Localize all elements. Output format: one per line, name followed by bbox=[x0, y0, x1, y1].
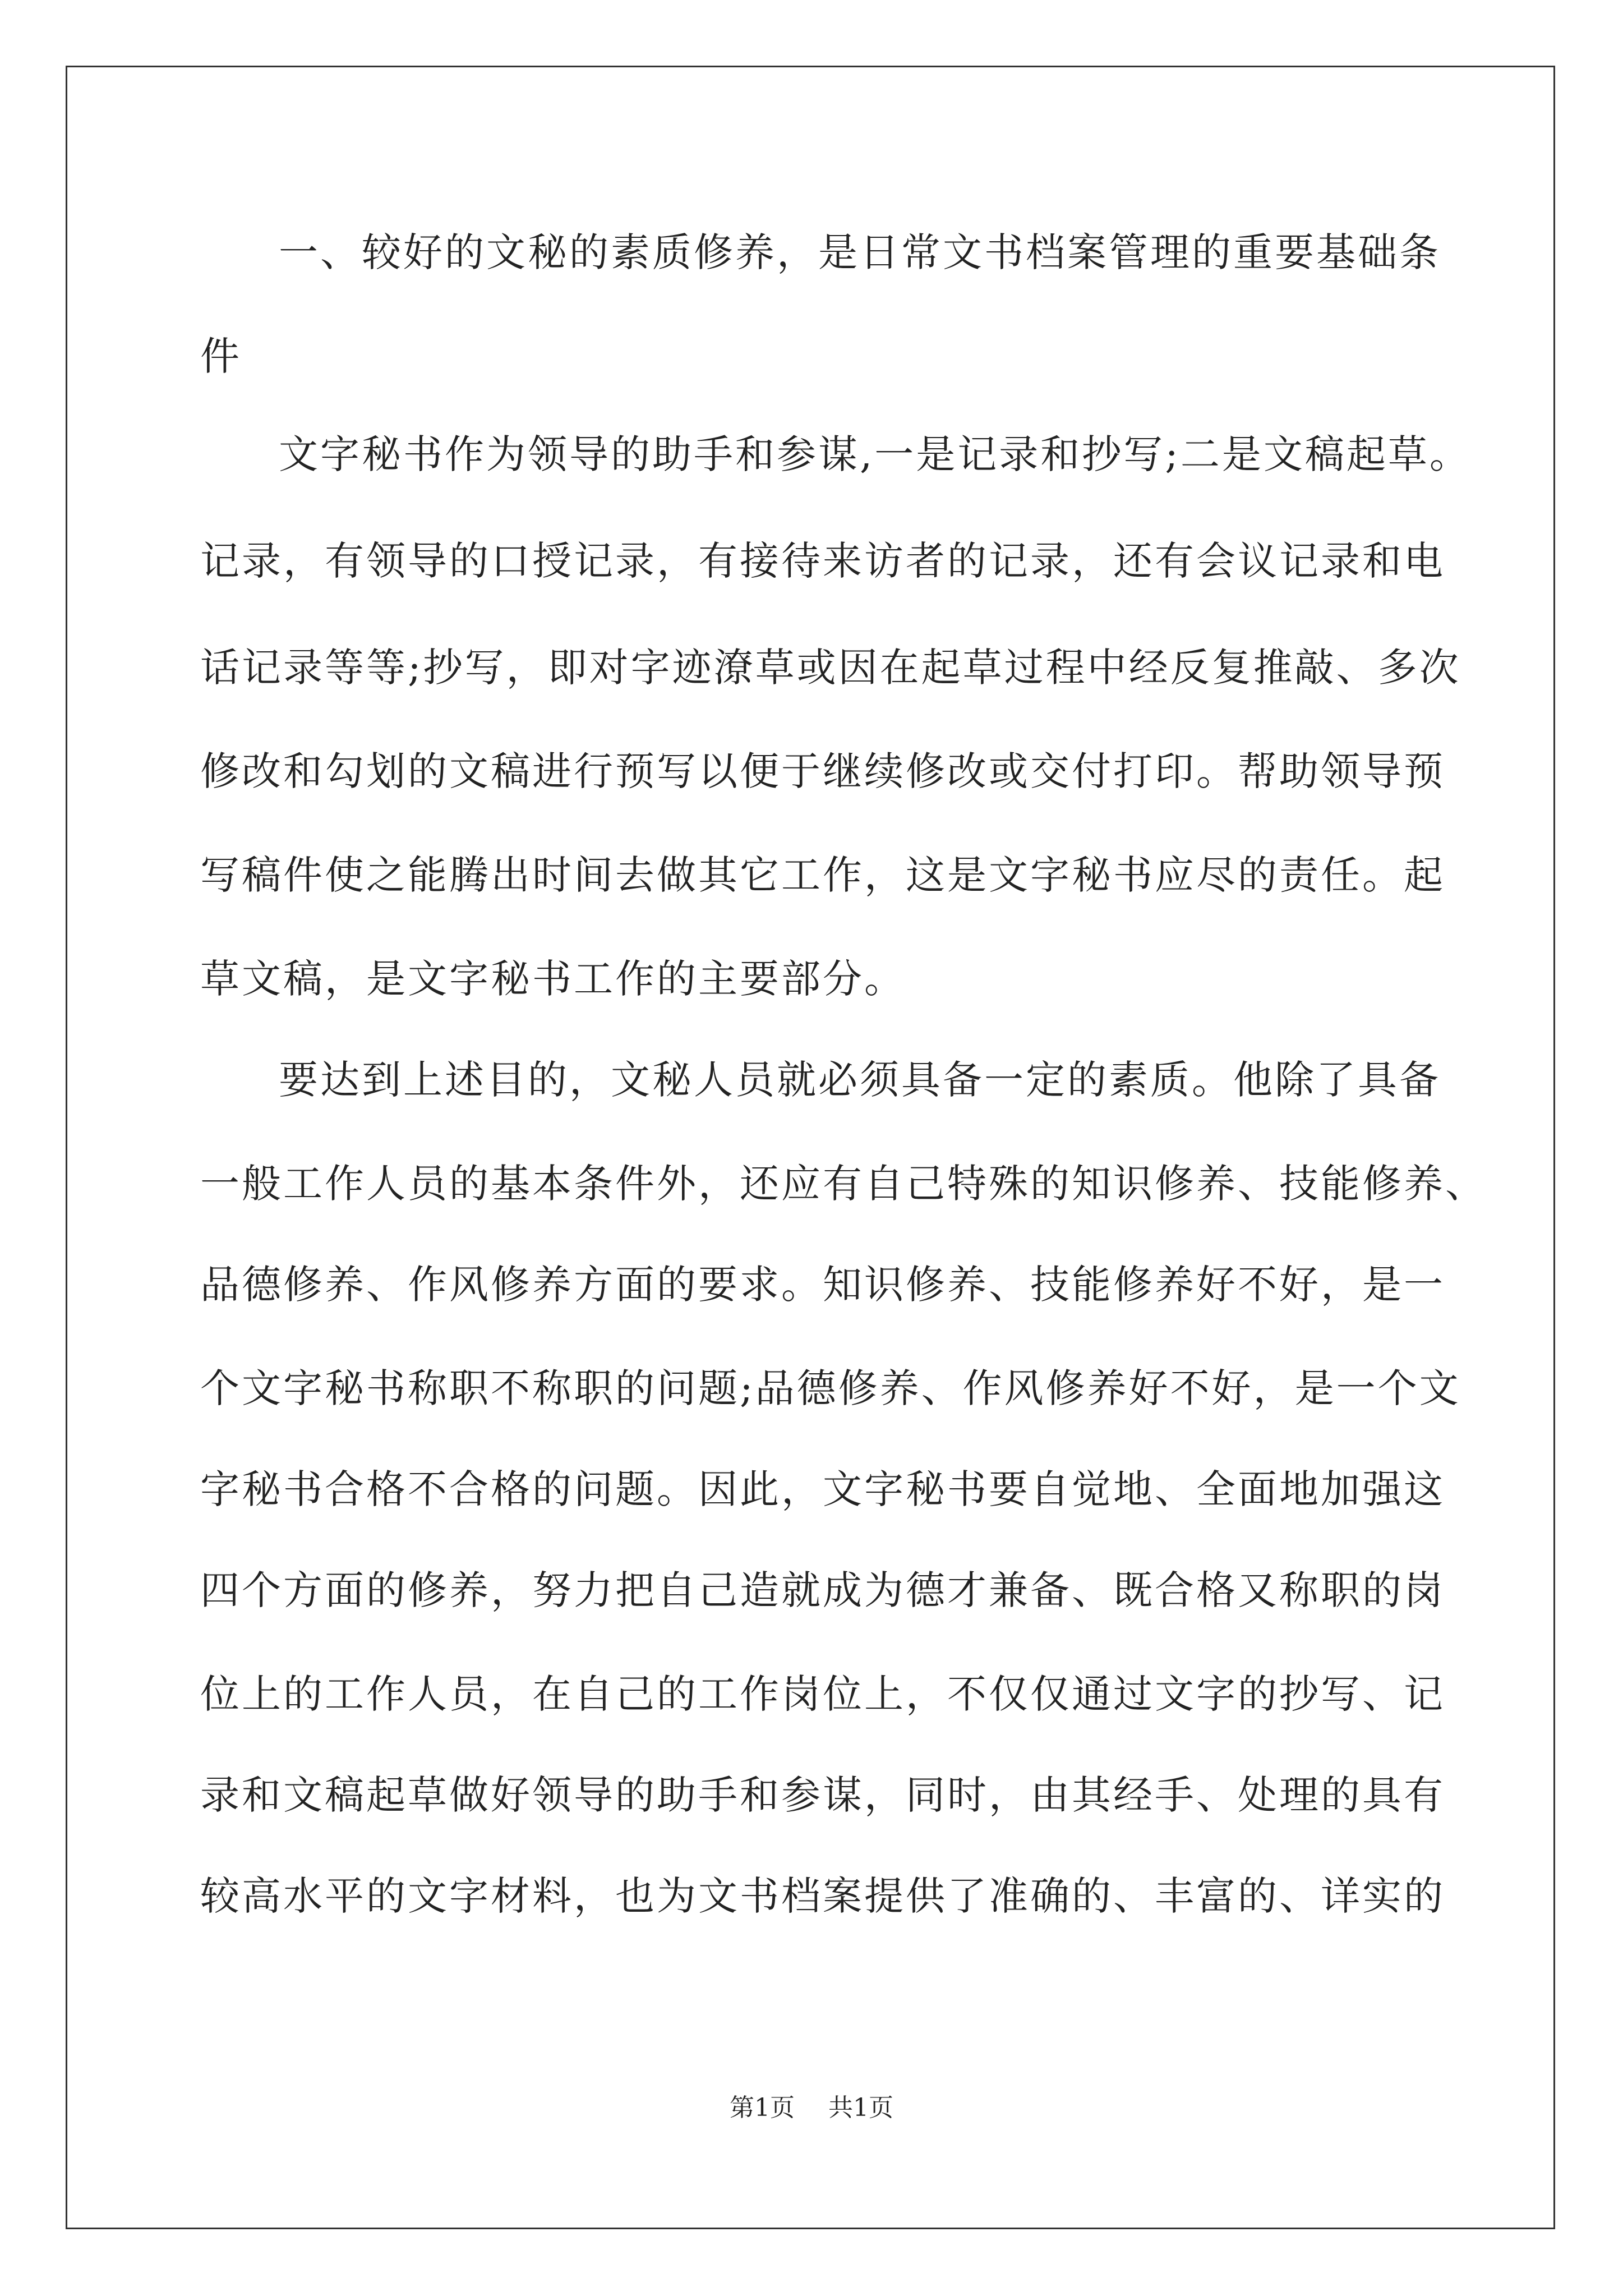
page-total: 共1页 bbox=[828, 2093, 893, 2122]
paragraph-line: 要达到上述目的，文秘人员就必须具备一定的素质。他除了具备 bbox=[279, 1057, 1441, 1103]
heading-line-1: 一、较好的文秘的素质修养，是日常文书档案管理的重要基础条 bbox=[279, 229, 1441, 275]
page-footer bbox=[0, 2091, 1623, 2125]
paragraph-line: 一般工作人员的基本条件外，还应有自己特殊的知识修养、技能修养、 bbox=[200, 1161, 1487, 1207]
paragraph-line: 品德修养、作风修养方面的要求。知识修养、技能修养好不好，是一 bbox=[200, 1262, 1445, 1308]
paragraph-line: 个文字秘书称职不称职的问题;品德修养、作风修养好不好，是一个文 bbox=[200, 1365, 1461, 1411]
paragraph-line: 较高水平的文字材料，也为文书档案提供了准确的、丰富的、详实的 bbox=[200, 1873, 1445, 1919]
paragraph-line: 文字秘书作为领导的助手和参谋,一是记录和抄写;二是文稿起草。 bbox=[279, 431, 1471, 477]
paragraph-line: 草文稿，是文字秘书工作的主要部分。 bbox=[200, 956, 906, 1002]
paragraph-line: 录和文稿起草做好领导的助手和参谋，同时，由其经手、处理的具有 bbox=[200, 1772, 1445, 1818]
page-number: 第1页 bbox=[730, 2093, 795, 2122]
paragraph-line: 记录，有领导的口授记录，有接待来访者的记录，还有会议记录和电 bbox=[200, 538, 1445, 584]
heading-line-2: 件 bbox=[200, 333, 242, 379]
paragraph-line: 写稿件使之能腾出时间去做其它工作，这是文字秘书应尽的责任。起 bbox=[200, 852, 1445, 898]
paragraph-line: 四个方面的修养，努力把自己造就成为德才兼备、既合格又称职的岗 bbox=[200, 1567, 1445, 1613]
paragraph-line: 修改和勾划的文稿进行预写以便于继续修改或交付打印。帮助领导预 bbox=[200, 748, 1445, 794]
paragraph-line: 位上的工作人员，在自己的工作岗位上，不仅仅通过文字的抄写、记 bbox=[200, 1671, 1445, 1717]
paragraph-line: 字秘书合格不合格的问题。因此，文字秘书要自觉地、全面地加强这 bbox=[200, 1466, 1445, 1512]
paragraph-line: 话记录等等;抄写，即对字迹潦草或因在起草过程中经反复推敲、多次 bbox=[200, 645, 1461, 691]
